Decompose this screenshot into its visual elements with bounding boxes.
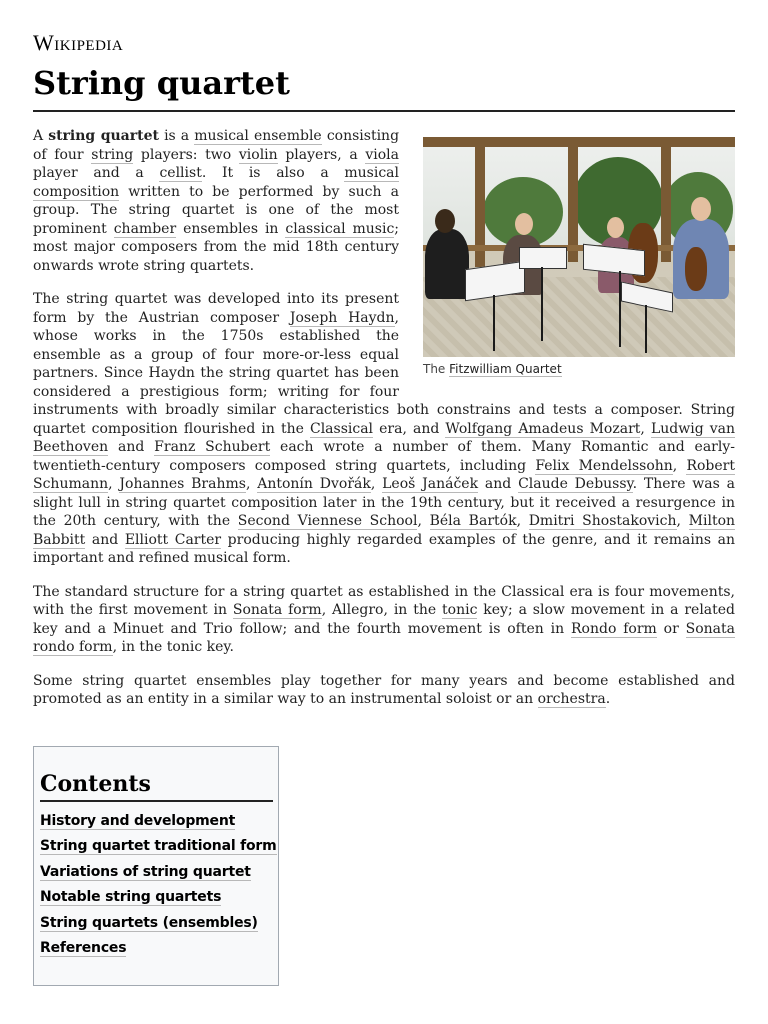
- article-paragraph: [33, 672, 735, 709]
- text-run: , in the tonic key.: [112, 639, 234, 655]
- bold-term: string quartet: [48, 128, 159, 144]
- wiki-link[interactable]: Joseph Haydn: [289, 309, 395, 326]
- text-run: ,: [245, 476, 258, 492]
- fitzwilliam-quartet-photo[interactable]: [423, 137, 735, 357]
- text-run: ,: [417, 513, 430, 529]
- wiki-link[interactable]: Wolfgang Amadeus Mozart: [445, 420, 641, 437]
- text-run: and: [478, 476, 519, 492]
- wiki-link[interactable]: Classical: [309, 420, 374, 437]
- wiki-link[interactable]: Béla Bartók: [429, 513, 517, 529]
- text-run: each wrote a number of them. Many Romantic and early-twentieth-century composers composed string quartets, including: [33, 439, 735, 474]
- wiki-link[interactable]: orchestra: [537, 691, 606, 707]
- text-run: ,: [370, 476, 383, 492]
- text-run: key; a slow movement in a related key and a Minuet and Trio follow; and the fourth movement is often in: [33, 602, 736, 637]
- text-run: era, and: [373, 420, 446, 437]
- toc-item-references[interactable]: References: [40, 939, 127, 956]
- toc-list: [40, 810, 277, 962]
- wiki-link[interactable]: musical composition: [33, 165, 399, 200]
- wiki-link[interactable]: classical music: [285, 220, 395, 237]
- wiki-link[interactable]: Robert Schumann: [33, 457, 735, 492]
- text-run: , Allegro, in the: [321, 602, 443, 618]
- text-run: ,: [516, 513, 529, 529]
- text-run: ,: [676, 513, 689, 529]
- text-run: , whose works in the 1750s established the ensemble as a group of four more-or-less equal partners. Since Haydn the string quartet has been considered a prestigious form; writing for four instruments with broadly similar characteristics both constrains and tests a composer. String quartet composition flourished in the: [33, 309, 735, 437]
- toc-title: Contents: [40, 771, 273, 802]
- text-run: The standard structure for a string quartet as established in the Classical era is four movements, with the first movement in: [33, 583, 735, 618]
- text-run: . There was a slight lull in string quartet composition later in the 19th century, but it received a resurgence in the 20th century, with the: [33, 476, 735, 529]
- wiki-link[interactable]: Felix Mendelssohn: [535, 457, 673, 474]
- wiki-link[interactable]: Claude Debussy: [518, 476, 633, 492]
- text-run: A: [33, 128, 49, 144]
- text-run: players, a: [277, 146, 366, 163]
- page-title: String quartet: [33, 64, 290, 102]
- wiki-link[interactable]: string: [91, 146, 134, 163]
- wiki-link[interactable]: Elliott Carter: [124, 531, 222, 548]
- text-run: ,: [640, 420, 651, 437]
- text-run: ,: [108, 476, 120, 492]
- wiki-link[interactable]: Rondo form: [571, 620, 657, 637]
- text-run: The string quartet was developed into its present form by the Austrian composer: [33, 291, 399, 326]
- article-paragraph: [33, 583, 735, 657]
- text-run: .: [605, 691, 611, 707]
- wiki-link[interactable]: tonic: [442, 602, 478, 618]
- wiki-link[interactable]: violin: [238, 146, 278, 163]
- wiki-link[interactable]: Second Viennese School: [237, 513, 418, 529]
- text-run: and: [85, 531, 125, 548]
- text-run: written to be performed by such a group. The string quartet is one of the most prominent: [33, 183, 399, 237]
- text-run: and: [108, 439, 155, 455]
- wiki-link[interactable]: musical ensemble: [194, 128, 322, 144]
- text-run: or: [656, 620, 686, 637]
- wiki-link[interactable]: Sonata rondo form: [33, 620, 735, 655]
- wiki-link[interactable]: chamber: [113, 220, 177, 237]
- title-divider: [33, 110, 735, 112]
- wiki-link[interactable]: viola: [365, 146, 399, 163]
- text-run: . It is also a: [201, 165, 345, 181]
- wiki-link[interactable]: Franz Schubert: [154, 439, 271, 455]
- text-run: ,: [672, 457, 687, 474]
- text-run: ensembles in: [176, 220, 286, 237]
- wiki-link[interactable]: Ludwig van Beethoven: [33, 420, 736, 455]
- wiki-link[interactable]: Leoš Janáček: [382, 476, 479, 492]
- text-run: Some string quartet ensembles play together for many years and become established and promoted as an entity in a similar way to an instrumental soloist or an: [33, 672, 735, 707]
- wiki-link[interactable]: cellist: [159, 165, 202, 181]
- figure-caption: The Fitzwilliam Quartet: [423, 362, 562, 376]
- text-run: is a: [158, 128, 195, 144]
- toc-item-history[interactable]: History and development: [40, 813, 236, 829]
- toc-item-ensembles[interactable]: String quartets (ensembles): [40, 914, 258, 931]
- fitzwilliam-quartet-link[interactable]: Fitzwilliam Quartet: [449, 362, 562, 376]
- toc-item-variations[interactable]: Variations of string quartet: [40, 863, 251, 880]
- article-figure: [423, 137, 735, 379]
- wiki-link[interactable]: Antonín Dvořák: [257, 476, 371, 492]
- wiki-link[interactable]: Johannes Brahms: [119, 476, 246, 492]
- wiki-link[interactable]: Sonata form: [232, 602, 322, 618]
- table-of-contents: [33, 746, 279, 986]
- article-body: [33, 127, 735, 724]
- text-run: producing highly regarded examples of the genre, and it remains an important and refined musical form.: [33, 531, 735, 566]
- text-run: players: two: [133, 146, 239, 163]
- wikipedia-wordmark[interactable]: Wikipedia: [33, 30, 124, 55]
- text-run: ; most major composers from the mid 18th century onwards wrote string quartets.: [33, 220, 400, 274]
- text-run: player and a: [33, 165, 160, 181]
- toc-item-notable-quartets[interactable]: Notable string quartets: [40, 889, 222, 906]
- text-run: consisting of four: [33, 128, 400, 163]
- wiki-link[interactable]: Dmitri Shostakovich: [528, 513, 677, 529]
- wiki-link[interactable]: Milton Babbitt: [33, 513, 736, 548]
- toc-item-traditional-form[interactable]: String quartet traditional form: [40, 838, 277, 855]
